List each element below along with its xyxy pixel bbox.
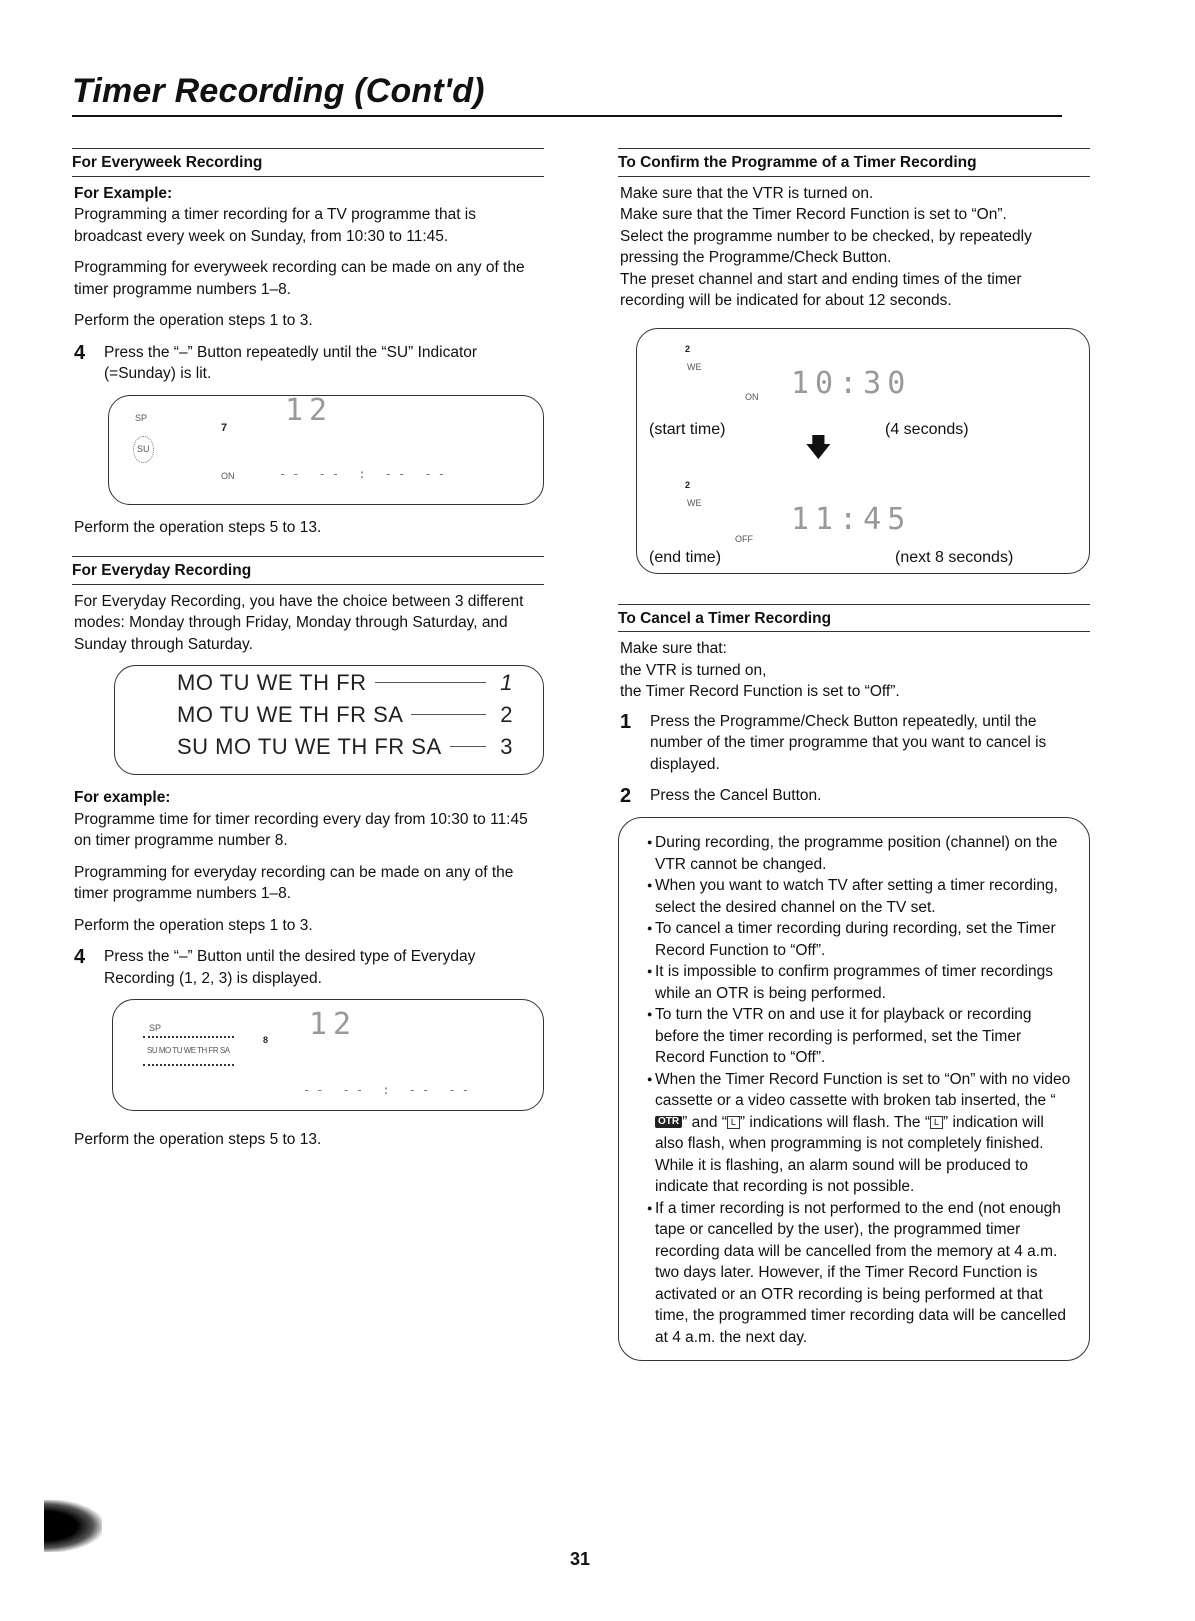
cancel-step-1 — [620, 711, 1090, 776]
start-on-indicator: ON — [745, 391, 759, 402]
confirm-line-2: Make sure that the Timer Record Function is set to “On”. — [620, 206, 1007, 223]
start-program-number: 2 — [685, 343, 691, 354]
note-item — [647, 961, 1073, 1004]
note-text-part: When the Timer Record Function is set to “On” with no video cassette or a video cassette with broken tab inserted, the “ — [655, 1070, 1071, 1109]
timer-clock-icon: L — [727, 1116, 740, 1129]
end-day: WE — [687, 497, 702, 508]
note-text-part: ” and “ — [682, 1113, 727, 1131]
left-column — [74, 148, 544, 1161]
confirm-lcd-display — [636, 328, 1090, 574]
end-off-indicator: OFF — [735, 533, 753, 544]
start-day: WE — [687, 361, 702, 372]
page-edge-mark — [44, 1500, 102, 1552]
mode-number: 1 — [500, 670, 513, 695]
leader-line — [375, 682, 487, 683]
time-placeholder: -- -- : -- -- — [279, 466, 451, 481]
bullet-icon — [647, 875, 655, 918]
mode-days: MO TU WE TH FR — [177, 670, 367, 695]
note-item — [647, 832, 1073, 875]
everyday-lcd-display — [112, 999, 544, 1111]
day-indicator-flashing: SU — [133, 436, 154, 464]
step-text: Press the Cancel Button. — [650, 787, 822, 804]
otr-icon: OTR — [655, 1116, 682, 1128]
confirm-line-4: The preset channel and start and ending times of the timer recording will be indicated for about 12 seconds. — [620, 270, 1022, 309]
step-text: Press the “–” Button until the desired type of Everyday Recording (1, 2, 3) is displayed. — [104, 948, 476, 987]
note-item — [647, 1004, 1073, 1069]
everyday-perform-1-3: Perform the operation steps 1 to 3. — [74, 916, 313, 934]
confirm-line-1: Make sure that the VTR is turned on. — [620, 184, 874, 202]
cancel-intro-1: Make sure that: — [620, 640, 727, 657]
note-text: To turn the VTR on and use it for playback or recording before the timer recording is performed, set the Timer Record Function to “Off”. — [655, 1006, 1032, 1066]
step-number: 2 — [620, 785, 632, 807]
right-column — [620, 148, 1090, 1361]
everyday-modes-box — [114, 665, 544, 775]
everyweek-step-4 — [74, 342, 544, 385]
note-text: If a timer recording is not performed to the end (not enough tape or cancelled by the user), the programmed timer recording data will be cancelled from the memory at 4 a.m. two days later. However, if the Timer Record Function is activated or an OTR recording is being performed at that time, the programmed timer recording data will be cancelled at 4 a.m. the next day. — [655, 1199, 1066, 1346]
step-text: Press the “–” Button repeatedly until the “SU” Indicator (=Sunday) is lit. — [104, 343, 478, 382]
step-number: 1 — [620, 710, 632, 733]
everyweek-perform-1-3: Perform the operation steps 1 to 3. — [74, 312, 313, 329]
end-time-digits: 11:45 — [791, 501, 912, 537]
cancel-step-2 — [620, 785, 1090, 807]
page-number: 31 — [570, 1549, 591, 1569]
mode-days: SU MO TU WE TH FR SA — [177, 734, 442, 759]
note-item — [647, 1198, 1073, 1349]
program-number: 7 — [221, 421, 228, 434]
note-item — [647, 875, 1073, 918]
confirm-line-3: Select the programme number to be checked, by repeatedly pressing the Programme/Check Button. — [620, 227, 1032, 266]
bullet-icon — [647, 918, 655, 961]
everyday-heading: For Everyday Recording — [72, 556, 544, 585]
note-text: It is impossible to confirm programmes of timer recordings while an OTR is being performed. — [655, 963, 1053, 1002]
note-item-flash — [647, 1069, 1073, 1198]
mode-row-2 — [177, 704, 513, 726]
page-title: Timer Recording (Cont'd) — [72, 72, 485, 110]
cancel-heading: To Cancel a Timer Recording — [618, 604, 1090, 633]
on-indicator: ON — [221, 470, 235, 481]
start-time-label: (start time) — [649, 420, 726, 438]
timer-clock-icon: L — [930, 1116, 943, 1129]
note-text: To cancel a timer recording during recording, set the Timer Record Function to “Off”. — [655, 920, 1056, 959]
bullet-icon — [647, 1069, 655, 1198]
bullet-icon — [647, 1004, 655, 1069]
everyday-note: Programming for everyday recording can be made on any of the timer programme numbers 1–8. — [74, 863, 514, 902]
bullet-icon — [647, 1198, 655, 1349]
step-text: Press the Programme/Check Button repeatedly, until the number of the timer programme that you want to cancel is displayed. — [650, 712, 1047, 773]
start-duration-label: (4 seconds) — [885, 420, 969, 438]
sp-indicator: SP — [135, 412, 148, 423]
everyweek-example-text: Programming a timer recording for a TV programme that is broadcast every week on Sunday, from 10:30 to 11:45. — [74, 206, 477, 245]
note-text-part: ” indications will flash. The “ — [739, 1113, 931, 1131]
leader-line — [411, 714, 486, 715]
day-indicators-flashing: SU MO TU WE TH FR SA — [143, 1036, 234, 1066]
title-rule — [72, 115, 1062, 117]
leader-line — [450, 746, 487, 747]
time-placeholder: -- -- : -- -- — [303, 1083, 475, 1097]
cancel-intro-2: the VTR is turned on, — [620, 661, 767, 679]
bullet-icon — [647, 961, 655, 1004]
note-text: During recording, the programme position (channel) on the VTR cannot be changed. — [655, 834, 1058, 873]
bullet-icon — [647, 832, 655, 875]
mode-number: 3 — [500, 734, 513, 759]
note-text — [655, 1069, 1073, 1198]
everyday-example-label: For example: — [74, 789, 171, 806]
down-arrow-icon: 🡇 — [805, 431, 832, 462]
mode-row-3 — [177, 736, 513, 758]
step-number: 4 — [74, 341, 86, 364]
confirm-heading: To Confirm the Programme of a Timer Recording — [618, 148, 1090, 177]
mode-number: 2 — [500, 702, 513, 727]
step-number: 4 — [74, 946, 86, 968]
start-time-digits: 10:30 — [791, 365, 912, 401]
end-program-number: 2 — [685, 479, 691, 490]
cancel-intro-3: the Timer Record Function is set to “Off”. — [620, 683, 900, 700]
note-text-part: ” indication will also flash, when programming is not completely finished. While it is flashing, an alarm sound will be produced to indicate that recording is not possible. — [655, 1113, 1044, 1195]
everyweek-example-label: For Example: — [74, 184, 173, 202]
note-item — [647, 918, 1073, 961]
everyweek-heading: For Everyweek Recording — [72, 148, 544, 177]
channel-digits: 12 — [285, 392, 334, 428]
everyday-intro: For Everyday Recording, you have the choice between 3 different modes: Monday through Friday, Monday through Saturday, and Sunday through Saturday. — [74, 592, 524, 653]
everyweek-note: Programming for everyweek recording can be made on any of the timer programme numbers 1–8. — [74, 259, 525, 298]
channel-digits: 12 — [309, 1007, 358, 1042]
mode-row-1 — [177, 672, 513, 694]
mode-days: MO TU WE TH FR SA — [177, 702, 404, 727]
everyweek-perform-5-13: Perform the operation steps 5 to 13. — [74, 518, 322, 536]
everyday-example-text: Programme time for timer recording every day from 10:30 to 11:45 on timer programme number 8. — [74, 810, 528, 849]
program-number: 8 — [263, 1035, 269, 1045]
sp-indicator: SP — [149, 1023, 162, 1033]
end-time-label: (end time) — [649, 548, 722, 566]
notes-box — [618, 817, 1090, 1361]
everyweek-lcd-display — [108, 392, 544, 505]
end-duration-label: (next 8 seconds) — [895, 548, 1014, 566]
everyday-step-4 — [74, 946, 544, 989]
everyday-perform-5-13: Perform the operation steps 5 to 13. — [74, 1131, 322, 1148]
note-text: When you want to watch TV after setting a timer recording, select the desired channel on the TV set. — [655, 877, 1058, 916]
